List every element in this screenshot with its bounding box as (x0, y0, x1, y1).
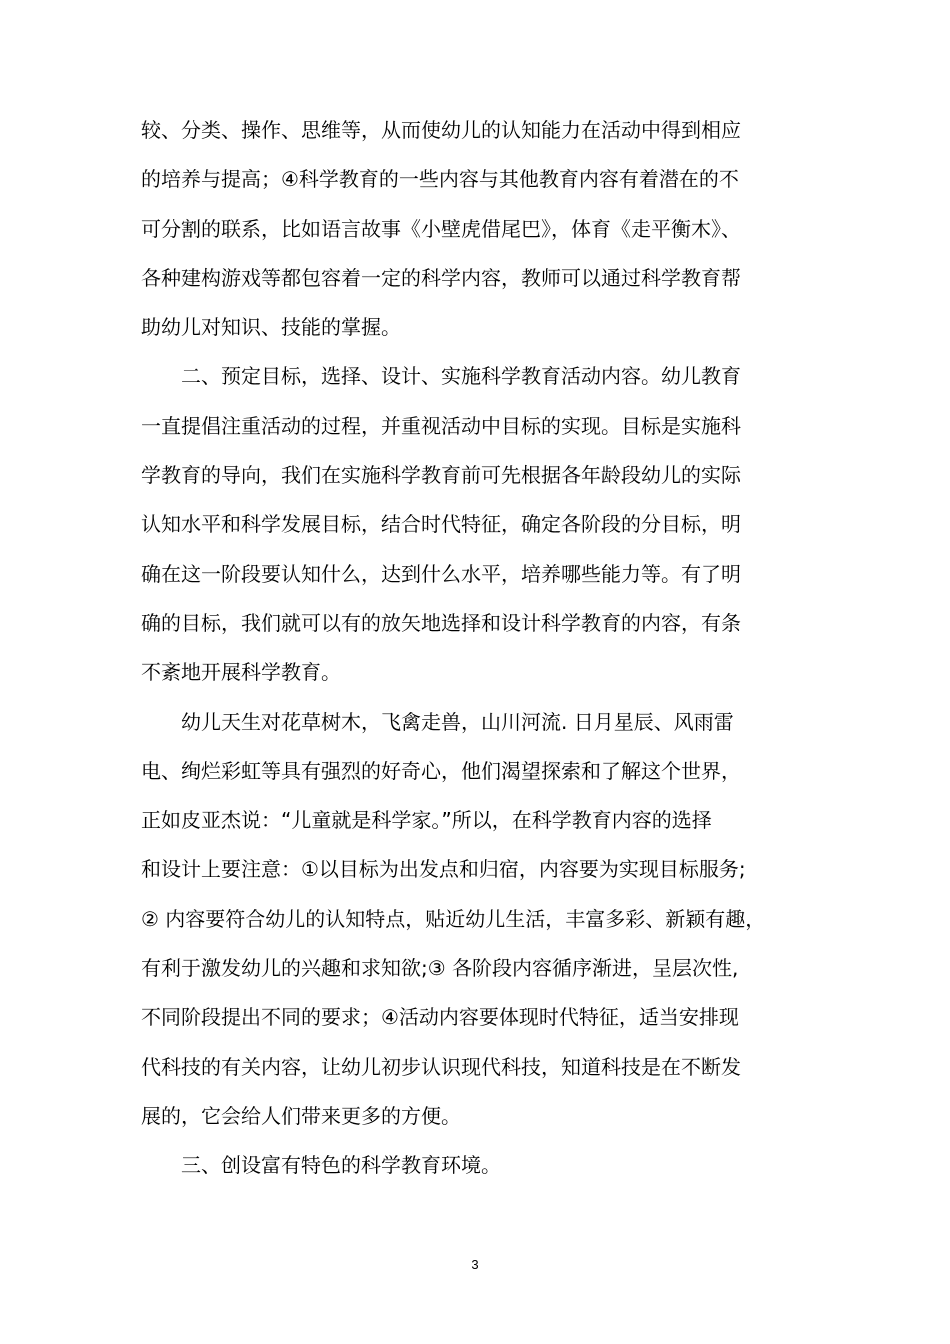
text-line: 有利于激发幼儿的兴趣和求知欲;③ 各阶段内容循序渐进，呈层次性, (141, 956, 739, 981)
text-line: 学教育的导向，我们在实施科学教育前可先根据各年龄段幼儿的实际 (141, 463, 741, 488)
text-line: 二、预定目标，选择、设计、实施科学教育活动内容。幼儿教育 (181, 364, 741, 389)
text-line: 的培养与提高；④科学教育的一些内容与其他教育内容有着潜在的不 (141, 167, 739, 192)
text-line: 正如皮亚杰说：“儿童就是科学家。”所以，在科学教育内容的选择 (141, 808, 712, 833)
text-line: 助幼儿对知识、技能的掌握。 (141, 315, 401, 340)
text-line: 认知水平和科学发展目标，结合时代特征，确定各阶段的分目标，明 (141, 512, 741, 537)
text-line: 幼儿天生对花草树木，飞禽走兽，山川河流. 日月星辰、风雨雷 (181, 709, 734, 734)
text-line: 电、绚烂彩虹等具有强烈的好奇心，他们渴望探索和了解这个世界， (141, 758, 741, 783)
text-line: 可分割的联系，比如语言故事《小壁虎借尾巴》，体育《走平衡木》、 (141, 216, 741, 241)
text-line: 一直提倡注重活动的过程，并重视活动中目标的实现。目标是实施科 (141, 413, 741, 438)
text-line: 展的，它会给人们带来更多的方便。 (141, 1103, 461, 1128)
text-line: ② 内容要符合幼儿的认知特点，贴近幼儿生活，丰富多彩、新颖有趣， (141, 906, 766, 931)
text-line: 确在这一阶段要认知什么，达到什么水平，培养哪些能力等。有了明 (141, 561, 741, 586)
text-line: 各种建构游戏等都包容着一定的科学内容，教师可以通过科学教育帮 (141, 265, 741, 290)
text-line: 和设计上要注意：①以目标为出发点和归宿，内容要为实现目标服务; (141, 857, 746, 882)
page-number: 3 (471, 1257, 479, 1272)
body-text (141, 106, 831, 1191)
text-line: 代科技的有关内容，让幼儿初步认识现代科技，知道科技是在不断发 (141, 1054, 741, 1079)
text-line: 三、创设富有特色的科学教育环境。 (181, 1153, 501, 1178)
text-line: 确的目标，我们就可以有的放矢地选择和设计科学教育的内容，有条 (141, 610, 741, 635)
text-line: 不同阶段提出不同的要求；④活动内容要体现时代特征，适当安排现 (141, 1005, 739, 1030)
text-line: 较、分类、操作、思维等，从而使幼儿的认知能力在活动中得到相应 (141, 118, 741, 142)
text-line: 不紊地开展科学教育。 (141, 660, 341, 685)
